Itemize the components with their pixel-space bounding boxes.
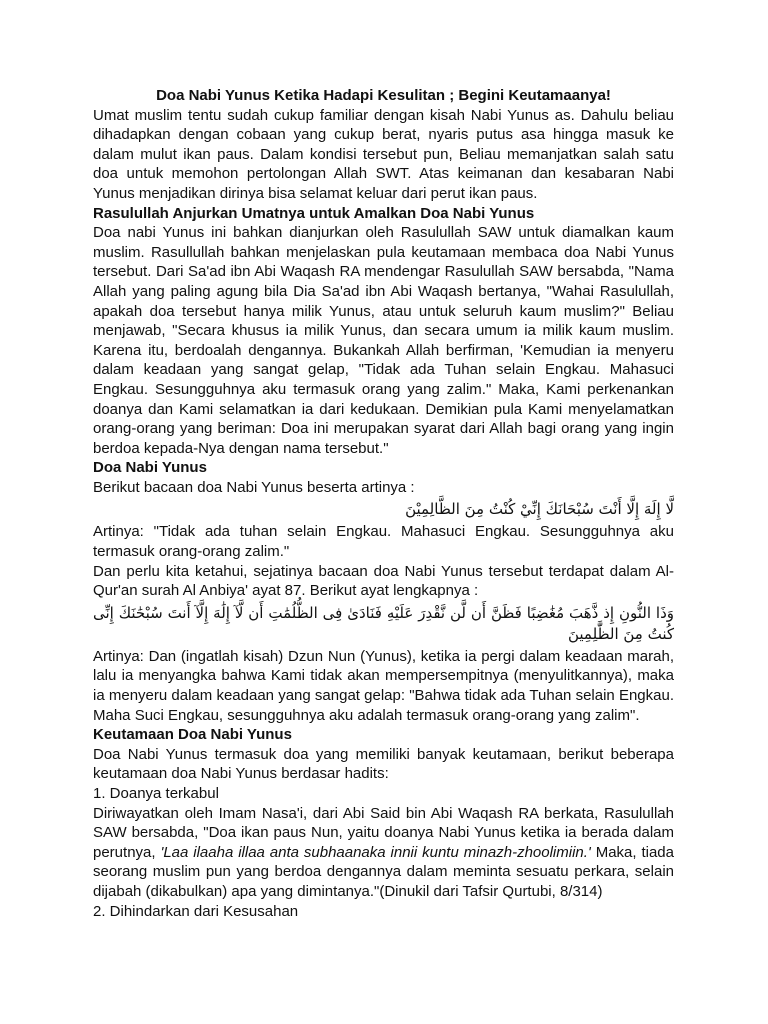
doa-lead: Berikut bacaan doa Nabi Yunus beserta artinya : xyxy=(93,478,415,496)
item1-body-text-a: Diriwayatkan oleh Imam Nasa'i, dari Abi Said bin Abi Waqash RA berkata, Rasulullah SAW bersabda, "Doa ikan paus Nun, yaitu doanya Nabi Yunus ketika ia berada dalam perutnya, xyxy=(93,804,674,861)
doa-translation: Artinya: "Tidak ada tuhan selain Engkau. Mahasuci Engkau. Sesungguhnya aku termasuk orang-orang zalim." xyxy=(93,523,674,561)
verse-translation: Artinya: Dan (ingatlah kisah) Dzun Nun (Yunus), ketika ia pergi dalam keadaan marah, lalu ia menyangka bahwa Kami tidak akan mempersempitnya (menyulitkannya), maka ia menyeru dalam keadaan yang sangat gelap: "Bahwa tidak ada Tuhan selain Engkau. Maha Suci Engkau, sesungguhnya aku adalah termasuk orang-orang yang zalim". xyxy=(93,647,674,724)
item1-body xyxy=(93,804,674,902)
document-page xyxy=(93,86,674,921)
intro-paragraph: Umat muslim tentu sudah cukup familiar dengan kisah Nabi Yunus as. Dahulu beliau dihadapkan dengan cobaan yang cukup berat, nyaris putus asa hingga masuk ke dalam mulut ikan paus. Dalam kondisi tersebut pun, Beliau memanjatkan salah satu doa untuk memohon pertolongan Allah SWT. Atas keimanan dan kesabaran Nabi Yunus menjadikan dirinya bisa selamat keluar dari perut ikan paus. xyxy=(93,106,674,202)
section-heading-keutamaan: Keutamaan Doa Nabi Yunus xyxy=(93,726,292,744)
document-title: Doa Nabi Yunus Ketika Hadapi Kesulitan ; Begini Keutamaanya! xyxy=(156,87,611,104)
verse-arabic: وَذَا النُّونِ إِذ ذَّهَبَ مُغَٰضِبًا فَظَنَّ أَن لَّن نَّقْدِرَ عَلَيْهِ فَنَادَىٰ فِى الظُّلُمَٰتِ أَن لَّآ إِلَٰهَ إِلَّآ أَنتَ سُبْحَٰنَكَ إِنِّى كُنتُ مِنَ الظَّٰلِمِينَ xyxy=(93,603,674,643)
doa-note: Dan perlu kita ketahui, sejatinya bacaan doa Nabi Yunus tersebut terdapat dalam Al-Qur'an surah Al Anbiya' ayat 87. Berikut ayat lengkapnya : xyxy=(93,562,674,600)
doa-arabic: لَّا إِلَهَ إِلَّا أَنْتَ سُبْحَانَكَ إِنِّيْ كُنْتُ مِنَ الظَّالِمِيْنَ xyxy=(405,500,674,519)
item1-body-italic: 'Laa ilaaha illaa anta subhaanaka innii kuntu minazh-zhoolimiin.' xyxy=(160,843,591,861)
item2-title: 2. Dihindarkan dari Kesusahan xyxy=(93,902,299,920)
item1-body-text-b: Maka, tiada seorang muslim pun yang berdoa dengannya dalam meminta sesuatu perkara, selain dijabah (dikabulkan) apa yang dimintanya."(Dinukil dari Tafsir Qurtubi, 8/314) xyxy=(93,843,674,900)
section-heading-doa: Doa Nabi Yunus xyxy=(93,459,207,477)
item1-title: 1. Doanya terkabul xyxy=(93,785,219,802)
section-heading-rasulullah: Rasulullah Anjurkan Umatnya untuk Amalkan Doa Nabi Yunus xyxy=(93,204,535,222)
keutamaan-lead: Doa Nabi Yunus termasuk doa yang memiliki banyak keutamaan, berikut beberapa keutamaan doa Nabi Yunus berdasar hadits: xyxy=(93,745,674,783)
section-body-rasulullah: Doa nabi Yunus ini bahkan dianjurkan oleh Rasulullah SAW untuk diamalkan kaum muslim. Rasullullah bahkan menjelaskan pula keutamaan membaca doa Nabi Yunus tersebut. Dari Sa'ad ibn Abi Waqash RA mendengar Rasulullah SAW bersabda, "Nama Allah yang paling agung bila Dia Sa'ad ibn Abi Waqash bertanya, "Wahai Rasulullah, apakah doa tersebut hanya milik Yunus, atau untuk seluruh kaum muslim?" Beliau menjawab, "Secara khusus ia milik Yunus, dan secara umum ia milik kaum muslim. Karena itu, berdoalah dengannya. Bukankah Allah berfirman, 'Kemudian ia menyeru dalam keadaan yang sangat gelap, "Tidak ada Tuhan selain Engkau. Mahasuci Engkau. Sesungguhnya aku termasuk orang yang zalim." Maka, Kami perkenankan doanya dan Kami selamatkan ia dari kedukaan. Demikian pula Kami menyelamatkan orang-orang yang beriman: Doa ini merupakan syarat dari Allah bagi orang yang ingin berdoa kepada-Nya dengan nama tersebut." xyxy=(93,224,674,457)
